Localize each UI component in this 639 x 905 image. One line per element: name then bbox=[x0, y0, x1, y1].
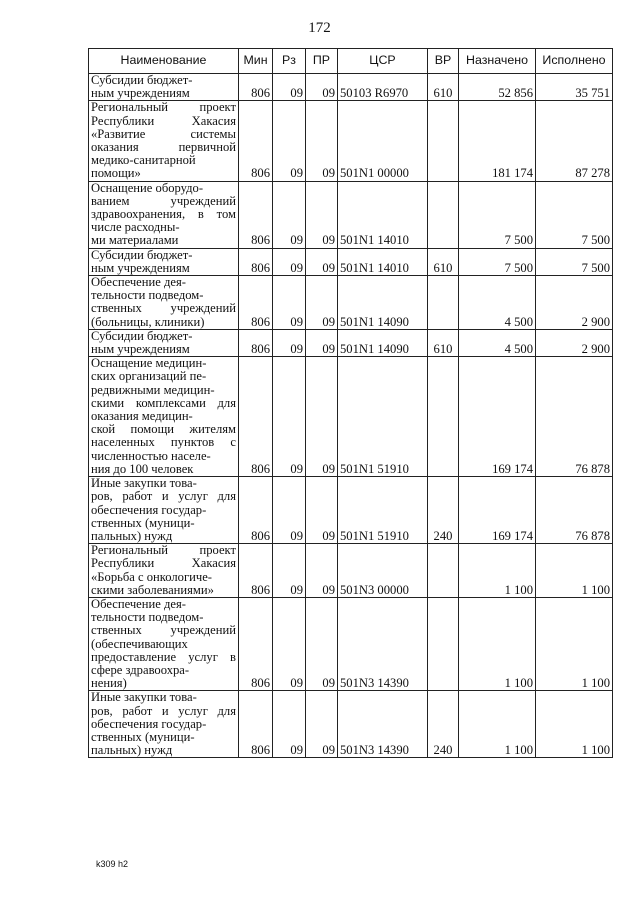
cell-assigned: 52 856 bbox=[459, 74, 536, 101]
cell-assigned: 7 500 bbox=[459, 181, 536, 248]
table-row bbox=[89, 544, 613, 598]
cell-assigned: 7 500 bbox=[459, 248, 536, 275]
cell-min: 806 bbox=[239, 357, 273, 477]
table-row bbox=[89, 101, 613, 181]
cell-executed: 76 878 bbox=[536, 357, 613, 477]
cell-assigned: 169 174 bbox=[459, 357, 536, 477]
column-header-min: Мин bbox=[239, 49, 273, 74]
cell-vr: 240 bbox=[428, 691, 459, 758]
cell-rz: 09 bbox=[273, 276, 306, 330]
cell-csr: 501N3 14390 bbox=[338, 691, 428, 758]
cell-assigned: 169 174 bbox=[459, 477, 536, 544]
cell-min: 806 bbox=[239, 329, 273, 356]
cell-vr bbox=[428, 357, 459, 477]
cell-name: Субсидии бюджет- ным учреждениям bbox=[89, 329, 239, 356]
cell-min: 806 bbox=[239, 691, 273, 758]
cell-executed: 87 278 bbox=[536, 101, 613, 181]
cell-pr: 09 bbox=[306, 544, 338, 598]
cell-rz: 09 bbox=[273, 101, 306, 181]
cell-vr bbox=[428, 276, 459, 330]
column-header-pr: ПР bbox=[306, 49, 338, 74]
cell-pr: 09 bbox=[306, 276, 338, 330]
budget-table bbox=[88, 48, 613, 758]
cell-assigned: 1 100 bbox=[459, 544, 536, 598]
cell-rz: 09 bbox=[273, 691, 306, 758]
cell-vr bbox=[428, 181, 459, 248]
cell-min: 806 bbox=[239, 181, 273, 248]
cell-name: Субсидии бюджет- ным учреждениям bbox=[89, 248, 239, 275]
column-header-vr: ВР bbox=[428, 49, 459, 74]
cell-pr: 09 bbox=[306, 597, 338, 690]
cell-min: 806 bbox=[239, 544, 273, 598]
cell-name: Оснащение медицин- ских организаций пе- редвижными медицин- скими комплексами для оказания медицин- ской помощи жителям населенных пунктов с численностью населе- ния до 100 человек bbox=[89, 357, 239, 477]
column-header-executed: Исполнено bbox=[536, 49, 613, 74]
column-header-rz: Рз bbox=[273, 49, 306, 74]
cell-vr bbox=[428, 597, 459, 690]
cell-assigned: 4 500 bbox=[459, 276, 536, 330]
cell-pr: 09 bbox=[306, 329, 338, 356]
cell-min: 806 bbox=[239, 248, 273, 275]
cell-name: Обеспечение дея- тельности подведом- ственных учреждений (обеспечивающих предоставление услуг в сфере здравоохра- нения) bbox=[89, 597, 239, 690]
cell-vr: 610 bbox=[428, 248, 459, 275]
column-header-csr: ЦСР bbox=[338, 49, 428, 74]
cell-name: Субсидии бюджет- ным учреждениям bbox=[89, 74, 239, 101]
cell-vr bbox=[428, 101, 459, 181]
table-row bbox=[89, 597, 613, 690]
table-row bbox=[89, 248, 613, 275]
table-row bbox=[89, 276, 613, 330]
table-row bbox=[89, 691, 613, 758]
cell-csr: 501N1 14010 bbox=[338, 248, 428, 275]
cell-executed: 7 500 bbox=[536, 248, 613, 275]
cell-vr: 240 bbox=[428, 477, 459, 544]
cell-pr: 09 bbox=[306, 357, 338, 477]
page-number: 172 bbox=[308, 20, 331, 36]
cell-min: 806 bbox=[239, 101, 273, 181]
cell-assigned: 4 500 bbox=[459, 329, 536, 356]
cell-executed: 1 100 bbox=[536, 544, 613, 598]
cell-pr: 09 bbox=[306, 248, 338, 275]
table-row bbox=[89, 181, 613, 248]
footer-code: k309 h2 bbox=[96, 859, 129, 869]
cell-pr: 09 bbox=[306, 691, 338, 758]
table-header-row bbox=[89, 49, 613, 74]
cell-csr: 50103 R6970 bbox=[338, 74, 428, 101]
cell-min: 806 bbox=[239, 477, 273, 544]
cell-rz: 09 bbox=[273, 357, 306, 477]
cell-rz: 09 bbox=[273, 477, 306, 544]
cell-csr: 501N1 14090 bbox=[338, 276, 428, 330]
cell-rz: 09 bbox=[273, 181, 306, 248]
cell-csr: 501N3 14390 bbox=[338, 597, 428, 690]
cell-pr: 09 bbox=[306, 74, 338, 101]
cell-executed: 7 500 bbox=[536, 181, 613, 248]
cell-min: 806 bbox=[239, 276, 273, 330]
cell-name: Региональный проект Республики Хакасия «Борьба с онкологиче- скими заболеваниями» bbox=[89, 544, 239, 598]
column-header-assigned: Назначено bbox=[459, 49, 536, 74]
cell-name: Иные закупки това- ров, работ и услуг для обеспечения государ- ственных (муници- пальных) нужд bbox=[89, 477, 239, 544]
cell-executed: 1 100 bbox=[536, 691, 613, 758]
cell-rz: 09 bbox=[273, 329, 306, 356]
cell-csr: 501N1 51910 bbox=[338, 357, 428, 477]
cell-min: 806 bbox=[239, 597, 273, 690]
table-row bbox=[89, 357, 613, 477]
cell-pr: 09 bbox=[306, 101, 338, 181]
cell-assigned: 1 100 bbox=[459, 597, 536, 690]
cell-csr: 501N1 14010 bbox=[338, 181, 428, 248]
cell-executed: 1 100 bbox=[536, 597, 613, 690]
cell-executed: 2 900 bbox=[536, 329, 613, 356]
cell-pr: 09 bbox=[306, 477, 338, 544]
cell-executed: 35 751 bbox=[536, 74, 613, 101]
cell-rz: 09 bbox=[273, 544, 306, 598]
column-header-name: Наименование bbox=[89, 49, 239, 74]
cell-name: Иные закупки това- ров, работ и услуг для обеспечения государ- ственных (муници- пальных) нужд bbox=[89, 691, 239, 758]
cell-assigned: 181 174 bbox=[459, 101, 536, 181]
table-row bbox=[89, 477, 613, 544]
cell-min: 806 bbox=[239, 74, 273, 101]
cell-name: Обеспечение дея- тельности подведом- ственных учреждений (больницы, клиники) bbox=[89, 276, 239, 330]
cell-vr bbox=[428, 544, 459, 598]
cell-csr: 501N3 00000 bbox=[338, 544, 428, 598]
cell-name: Оснащение оборудо- ванием учреждений здравоохранения, в том числе расходны- ми материалами bbox=[89, 181, 239, 248]
cell-rz: 09 bbox=[273, 74, 306, 101]
cell-executed: 76 878 bbox=[536, 477, 613, 544]
table-row bbox=[89, 329, 613, 356]
cell-vr: 610 bbox=[428, 329, 459, 356]
cell-csr: 501N1 14090 bbox=[338, 329, 428, 356]
cell-vr: 610 bbox=[428, 74, 459, 101]
cell-assigned: 1 100 bbox=[459, 691, 536, 758]
cell-pr: 09 bbox=[306, 181, 338, 248]
cell-csr: 501N1 00000 bbox=[338, 101, 428, 181]
cell-csr: 501N1 51910 bbox=[338, 477, 428, 544]
cell-executed: 2 900 bbox=[536, 276, 613, 330]
cell-rz: 09 bbox=[273, 248, 306, 275]
cell-rz: 09 bbox=[273, 597, 306, 690]
table-row bbox=[89, 74, 613, 101]
cell-name: Региональный проект Республики Хакасия «Развитие системы оказания первичной медико-санитарной помощи» bbox=[89, 101, 239, 181]
